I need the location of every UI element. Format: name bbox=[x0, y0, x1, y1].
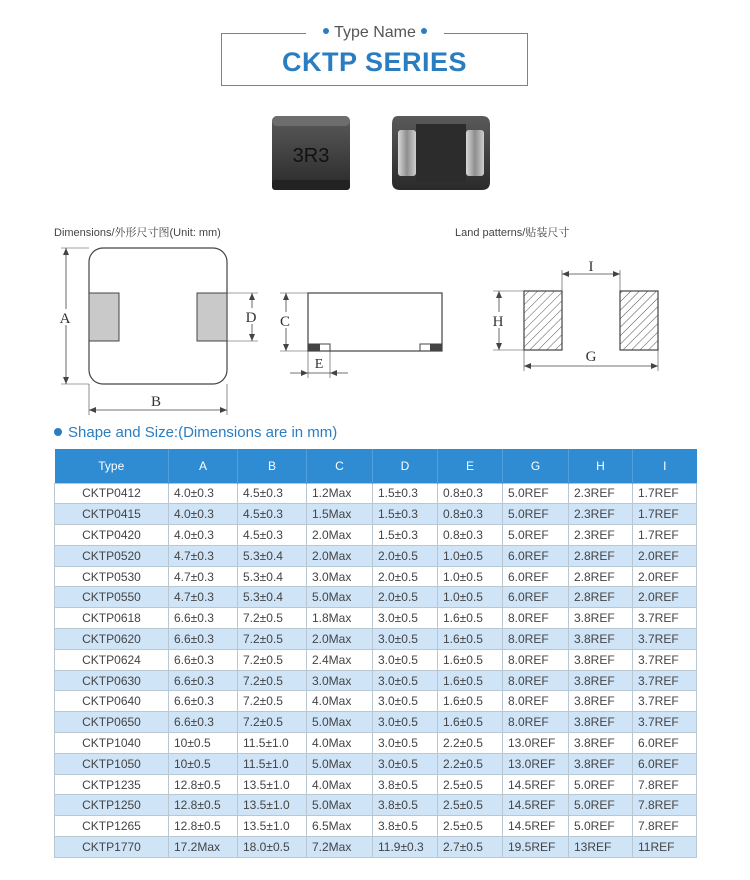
value-cell: 2.0Max bbox=[307, 629, 373, 650]
value-cell: 2.0Max bbox=[307, 545, 373, 566]
type-cell: CKTP1265 bbox=[55, 816, 169, 837]
label-b: B bbox=[150, 394, 162, 410]
value-cell: 3.8REF bbox=[569, 670, 633, 691]
value-cell: 6.0REF bbox=[633, 733, 697, 754]
value-cell: 13REF bbox=[569, 837, 633, 858]
value-cell: 2.3REF bbox=[569, 525, 633, 546]
value-cell: 8.0REF bbox=[503, 649, 569, 670]
value-cell: 1.5±0.3 bbox=[373, 525, 438, 546]
value-cell: 11REF bbox=[633, 837, 697, 858]
value-cell: 5.0REF bbox=[503, 483, 569, 504]
column-header-h: H bbox=[569, 449, 633, 483]
value-cell: 5.0Max bbox=[307, 712, 373, 733]
value-cell: 1.8Max bbox=[307, 608, 373, 629]
value-cell: 3.8±0.5 bbox=[373, 816, 438, 837]
value-cell: 2.0REF bbox=[633, 545, 697, 566]
value-cell: 4.7±0.3 bbox=[169, 587, 238, 608]
value-cell: 3.0Max bbox=[307, 566, 373, 587]
value-cell: 19.5REF bbox=[503, 837, 569, 858]
value-cell: 14.5REF bbox=[503, 795, 569, 816]
label-g: G bbox=[585, 349, 597, 365]
value-cell: 1.7REF bbox=[633, 504, 697, 525]
land-pattern-diagram bbox=[485, 250, 675, 380]
value-cell: 1.6±0.5 bbox=[438, 691, 503, 712]
value-cell: 1.6±0.5 bbox=[438, 629, 503, 650]
type-name-text: Type Name bbox=[334, 24, 416, 41]
value-cell: 14.5REF bbox=[503, 774, 569, 795]
type-cell: CKTP0412 bbox=[55, 483, 169, 504]
value-cell: 10±0.5 bbox=[169, 753, 238, 774]
label-d: D bbox=[245, 310, 257, 326]
land-patterns-caption: Land patterns/贴装尺寸 bbox=[455, 227, 570, 239]
table-header-row bbox=[55, 449, 697, 483]
table-row bbox=[55, 733, 697, 754]
value-cell: 3.0±0.5 bbox=[373, 670, 438, 691]
value-cell: 6.6±0.3 bbox=[169, 608, 238, 629]
dot-icon bbox=[323, 28, 329, 34]
value-cell: 2.8REF bbox=[569, 587, 633, 608]
value-cell: 18.0±0.5 bbox=[238, 837, 307, 858]
type-cell: CKTP0520 bbox=[55, 545, 169, 566]
value-cell: 3.0±0.5 bbox=[373, 733, 438, 754]
value-cell: 7.8REF bbox=[633, 816, 697, 837]
type-cell: CKTP0550 bbox=[55, 587, 169, 608]
bullet-icon bbox=[54, 428, 62, 436]
value-cell: 2.0±0.5 bbox=[373, 545, 438, 566]
value-cell: 7.8REF bbox=[633, 774, 697, 795]
value-cell: 2.3REF bbox=[569, 504, 633, 525]
value-cell: 3.0±0.5 bbox=[373, 712, 438, 733]
dimension-diagram-top bbox=[52, 240, 272, 418]
value-cell: 13.5±1.0 bbox=[238, 795, 307, 816]
value-cell: 12.8±0.5 bbox=[169, 774, 238, 795]
value-cell: 4.5±0.3 bbox=[238, 504, 307, 525]
value-cell: 1.7REF bbox=[633, 483, 697, 504]
value-cell: 3.8REF bbox=[569, 608, 633, 629]
value-cell: 7.8REF bbox=[633, 795, 697, 816]
value-cell: 6.6±0.3 bbox=[169, 629, 238, 650]
value-cell: 3.7REF bbox=[633, 691, 697, 712]
value-cell: 11.5±1.0 bbox=[238, 753, 307, 774]
table-row bbox=[55, 566, 697, 587]
value-cell: 1.0±0.5 bbox=[438, 545, 503, 566]
value-cell: 2.0REF bbox=[633, 587, 697, 608]
value-cell: 1.6±0.5 bbox=[438, 670, 503, 691]
value-cell: 1.5Max bbox=[307, 504, 373, 525]
table-row bbox=[55, 545, 697, 566]
value-cell: 3.0Max bbox=[307, 670, 373, 691]
value-cell: 5.3±0.4 bbox=[238, 587, 307, 608]
label-h: H bbox=[492, 314, 504, 330]
value-cell: 5.0Max bbox=[307, 587, 373, 608]
value-cell: 5.0REF bbox=[569, 816, 633, 837]
value-cell: 3.0±0.5 bbox=[373, 608, 438, 629]
value-cell: 1.6±0.5 bbox=[438, 608, 503, 629]
type-cell: CKTP0650 bbox=[55, 712, 169, 733]
value-cell: 2.8REF bbox=[569, 545, 633, 566]
dot-icon bbox=[421, 28, 427, 34]
value-cell: 3.7REF bbox=[633, 649, 697, 670]
value-cell: 4.0±0.3 bbox=[169, 504, 238, 525]
value-cell: 12.8±0.5 bbox=[169, 795, 238, 816]
value-cell: 6.6±0.3 bbox=[169, 670, 238, 691]
value-cell: 5.0REF bbox=[503, 525, 569, 546]
value-cell: 4.0Max bbox=[307, 774, 373, 795]
value-cell: 6.0REF bbox=[503, 545, 569, 566]
value-cell: 4.0±0.3 bbox=[169, 525, 238, 546]
type-cell: CKTP0618 bbox=[55, 608, 169, 629]
column-header-d: D bbox=[373, 449, 438, 483]
value-cell: 2.2±0.5 bbox=[438, 733, 503, 754]
value-cell: 17.2Max bbox=[169, 837, 238, 858]
label-i: I bbox=[588, 259, 594, 275]
value-cell: 4.0Max bbox=[307, 733, 373, 754]
value-cell: 2.5±0.5 bbox=[438, 774, 503, 795]
value-cell: 3.7REF bbox=[633, 670, 697, 691]
value-cell: 1.0±0.5 bbox=[438, 566, 503, 587]
value-cell: 3.7REF bbox=[633, 712, 697, 733]
value-cell: 5.3±0.4 bbox=[238, 545, 307, 566]
value-cell: 7.2±0.5 bbox=[238, 649, 307, 670]
table-row bbox=[55, 649, 697, 670]
value-cell: 1.6±0.5 bbox=[438, 649, 503, 670]
value-cell: 5.3±0.4 bbox=[238, 566, 307, 587]
value-cell: 0.8±0.3 bbox=[438, 525, 503, 546]
value-cell: 2.5±0.5 bbox=[438, 816, 503, 837]
value-cell: 2.7±0.5 bbox=[438, 837, 503, 858]
value-cell: 5.0Max bbox=[307, 795, 373, 816]
value-cell: 2.4Max bbox=[307, 649, 373, 670]
table-row bbox=[55, 837, 697, 858]
value-cell: 2.0REF bbox=[633, 566, 697, 587]
type-name-label bbox=[306, 22, 444, 44]
table-row bbox=[55, 587, 697, 608]
value-cell: 4.0Max bbox=[307, 691, 373, 712]
value-cell: 2.0±0.5 bbox=[373, 566, 438, 587]
value-cell: 7.2±0.5 bbox=[238, 691, 307, 712]
value-cell: 6.6±0.3 bbox=[169, 649, 238, 670]
table-row bbox=[55, 712, 697, 733]
type-cell: CKTP1250 bbox=[55, 795, 169, 816]
table-row bbox=[55, 670, 697, 691]
value-cell: 3.8REF bbox=[569, 712, 633, 733]
value-cell: 13.0REF bbox=[503, 753, 569, 774]
value-cell: 4.5±0.3 bbox=[238, 483, 307, 504]
table-row bbox=[55, 525, 697, 546]
column-header-c: C bbox=[307, 449, 373, 483]
type-cell: CKTP0640 bbox=[55, 691, 169, 712]
table-row bbox=[55, 483, 697, 504]
value-cell: 6.0REF bbox=[503, 566, 569, 587]
value-cell: 5.0REF bbox=[569, 774, 633, 795]
inductor-angled-view bbox=[392, 116, 490, 190]
column-header-g: G bbox=[503, 449, 569, 483]
value-cell: 7.2Max bbox=[307, 837, 373, 858]
value-cell: 5.0Max bbox=[307, 753, 373, 774]
series-title: CKTP SERIES bbox=[281, 47, 468, 77]
value-cell: 1.0±0.5 bbox=[438, 587, 503, 608]
value-cell: 1.5±0.3 bbox=[373, 504, 438, 525]
value-cell: 3.8REF bbox=[569, 649, 633, 670]
value-cell: 6.5Max bbox=[307, 816, 373, 837]
value-cell: 5.0REF bbox=[503, 504, 569, 525]
label-e: E bbox=[314, 357, 324, 372]
type-cell: CKTP0630 bbox=[55, 670, 169, 691]
value-cell: 13.5±1.0 bbox=[238, 774, 307, 795]
type-cell: CKTP0620 bbox=[55, 629, 169, 650]
spec-table bbox=[54, 449, 697, 858]
value-cell: 11.5±1.0 bbox=[238, 733, 307, 754]
value-cell: 3.0±0.5 bbox=[373, 753, 438, 774]
value-cell: 2.3REF bbox=[569, 483, 633, 504]
value-cell: 8.0REF bbox=[503, 608, 569, 629]
value-cell: 4.7±0.3 bbox=[169, 545, 238, 566]
dimension-diagram-side bbox=[270, 282, 450, 382]
type-cell: CKTP0624 bbox=[55, 649, 169, 670]
value-cell: 3.7REF bbox=[633, 608, 697, 629]
product-photo bbox=[258, 108, 498, 200]
value-cell: 3.8REF bbox=[569, 691, 633, 712]
table-row bbox=[55, 629, 697, 650]
value-cell: 3.8REF bbox=[569, 753, 633, 774]
type-cell: CKTP0420 bbox=[55, 525, 169, 546]
value-cell: 4.7±0.3 bbox=[169, 566, 238, 587]
value-cell: 1.7REF bbox=[633, 525, 697, 546]
table-row bbox=[55, 753, 697, 774]
type-cell: CKTP1040 bbox=[55, 733, 169, 754]
value-cell: 2.0±0.5 bbox=[373, 587, 438, 608]
value-cell: 2.8REF bbox=[569, 566, 633, 587]
inductor-marking: 3R3 bbox=[292, 145, 330, 167]
value-cell: 2.0Max bbox=[307, 525, 373, 546]
table-row bbox=[55, 774, 697, 795]
column-header-b: B bbox=[238, 449, 307, 483]
value-cell: 6.0REF bbox=[633, 753, 697, 774]
value-cell: 3.8±0.5 bbox=[373, 795, 438, 816]
value-cell: 0.8±0.3 bbox=[438, 483, 503, 504]
value-cell: 1.6±0.5 bbox=[438, 712, 503, 733]
column-header-i: I bbox=[633, 449, 697, 483]
value-cell: 7.2±0.5 bbox=[238, 670, 307, 691]
type-cell: CKTP0530 bbox=[55, 566, 169, 587]
table-row bbox=[55, 816, 697, 837]
type-cell: CKTP0415 bbox=[55, 504, 169, 525]
value-cell: 5.0REF bbox=[569, 795, 633, 816]
value-cell: 10±0.5 bbox=[169, 733, 238, 754]
value-cell: 6.6±0.3 bbox=[169, 691, 238, 712]
label-a: A bbox=[59, 311, 71, 327]
value-cell: 14.5REF bbox=[503, 816, 569, 837]
value-cell: 6.6±0.3 bbox=[169, 712, 238, 733]
inductor-top-view bbox=[272, 116, 350, 190]
value-cell: 2.5±0.5 bbox=[438, 795, 503, 816]
column-header-e: E bbox=[438, 449, 503, 483]
type-cell: CKTP1235 bbox=[55, 774, 169, 795]
value-cell: 7.2±0.5 bbox=[238, 629, 307, 650]
value-cell: 3.8±0.5 bbox=[373, 774, 438, 795]
value-cell: 3.7REF bbox=[633, 629, 697, 650]
value-cell: 4.5±0.3 bbox=[238, 525, 307, 546]
value-cell: 3.0±0.5 bbox=[373, 629, 438, 650]
section-heading-text: Shape and Size:(Dimensions are in mm) bbox=[68, 424, 338, 441]
value-cell: 13.0REF bbox=[503, 733, 569, 754]
value-cell: 3.0±0.5 bbox=[373, 691, 438, 712]
value-cell: 7.2±0.5 bbox=[238, 712, 307, 733]
value-cell: 7.2±0.5 bbox=[238, 608, 307, 629]
table-row bbox=[55, 608, 697, 629]
value-cell: 1.2Max bbox=[307, 483, 373, 504]
value-cell: 8.0REF bbox=[503, 712, 569, 733]
value-cell: 2.2±0.5 bbox=[438, 753, 503, 774]
table-row bbox=[55, 504, 697, 525]
type-cell: CKTP1050 bbox=[55, 753, 169, 774]
value-cell: 8.0REF bbox=[503, 629, 569, 650]
value-cell: 3.0±0.5 bbox=[373, 649, 438, 670]
section-heading bbox=[54, 424, 337, 441]
column-header-type: Type bbox=[55, 449, 169, 483]
value-cell: 3.8REF bbox=[569, 733, 633, 754]
table-row bbox=[55, 795, 697, 816]
value-cell: 8.0REF bbox=[503, 670, 569, 691]
value-cell: 8.0REF bbox=[503, 691, 569, 712]
type-cell: CKTP1770 bbox=[55, 837, 169, 858]
value-cell: 3.8REF bbox=[569, 629, 633, 650]
value-cell: 0.8±0.3 bbox=[438, 504, 503, 525]
value-cell: 13.5±1.0 bbox=[238, 816, 307, 837]
value-cell: 12.8±0.5 bbox=[169, 816, 238, 837]
value-cell: 11.9±0.3 bbox=[373, 837, 438, 858]
value-cell: 4.0±0.3 bbox=[169, 483, 238, 504]
label-c: C bbox=[279, 314, 291, 330]
column-header-a: A bbox=[169, 449, 238, 483]
value-cell: 6.0REF bbox=[503, 587, 569, 608]
dimensions-caption: Dimensions/外形尺寸图(Unit: mm) bbox=[54, 227, 221, 239]
value-cell: 1.5±0.3 bbox=[373, 483, 438, 504]
table-row bbox=[55, 691, 697, 712]
